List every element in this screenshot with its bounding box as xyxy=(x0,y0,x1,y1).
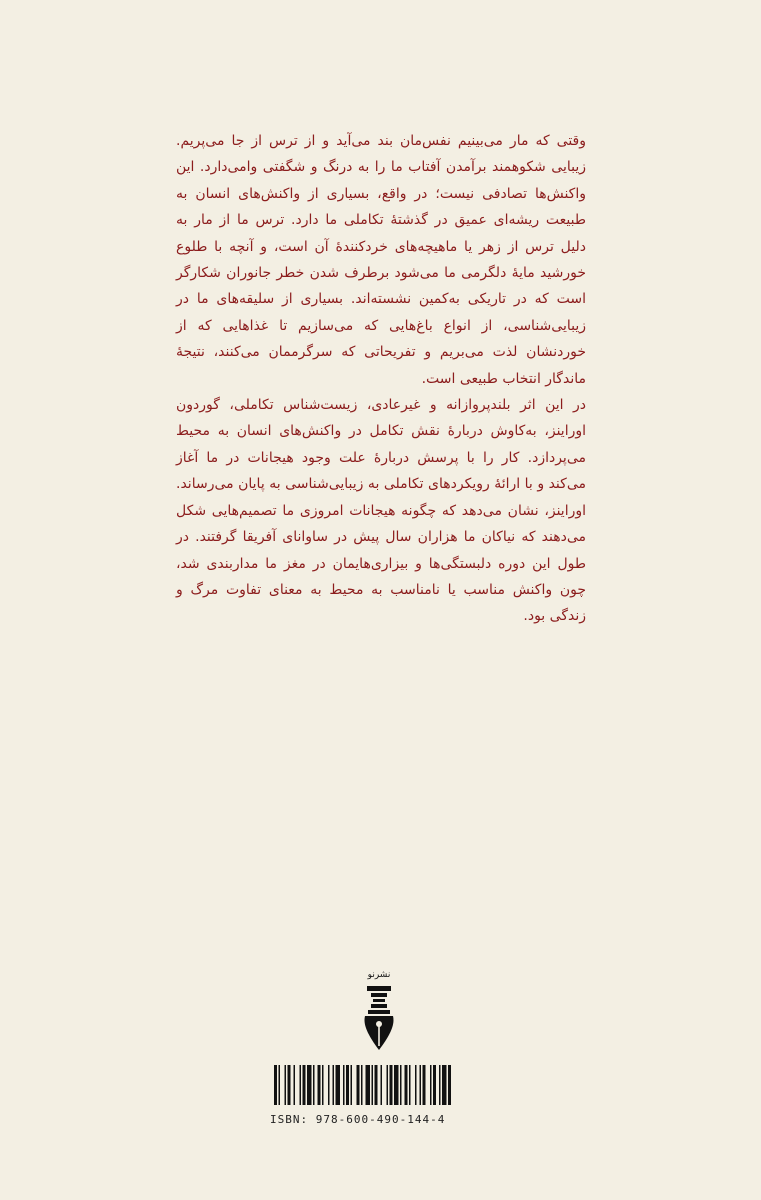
publisher-logo xyxy=(361,970,397,1058)
barcode-bar xyxy=(430,1065,432,1105)
barcode-bar xyxy=(336,1065,341,1105)
barcode-bar xyxy=(372,1065,374,1105)
barcode-bar xyxy=(274,1065,277,1105)
barcode-bar xyxy=(279,1065,281,1105)
barcode-bar xyxy=(294,1065,296,1105)
barcode-bar xyxy=(351,1065,353,1105)
barcode-bar xyxy=(322,1065,324,1105)
barcode-bar xyxy=(366,1065,371,1105)
barcode-bar xyxy=(433,1065,436,1105)
barcode-bar xyxy=(390,1065,393,1105)
isbn-number: ISBN: 978-600-490-144-4 xyxy=(270,1113,446,1126)
barcode-bar xyxy=(381,1065,383,1105)
barcode-bar xyxy=(300,1065,302,1105)
barcode-bar xyxy=(307,1065,312,1105)
barcode-bar xyxy=(420,1065,422,1105)
barcode-bar xyxy=(285,1065,287,1105)
barcode-bar xyxy=(375,1065,378,1105)
blurb-text xyxy=(176,128,586,630)
barcode-bar xyxy=(343,1065,345,1105)
barcode-bar xyxy=(448,1065,451,1105)
publisher-name: نشرنو xyxy=(367,970,391,980)
barcode-bar xyxy=(328,1065,330,1105)
barcode-bar xyxy=(387,1065,389,1105)
blurb-paragraph-1: وقتی که مار می‌بینیم نفس‌مان بند می‌آید و از ترس از جا می‌پریم. زیبایی شکوهمند برآمدن آفتاب ما را به درنگ و شگفتی وامی‌دارد. این واکنش‌ها تصادفی نیست؛ در واقع، بسیاری از واکنش‌های انسان به طبیعت ریشه‌ای عمیق در گذشتهٔ تکاملی ما دارد. ترس ما از مار به دلیل ترس از زهر یا ماهیچه‌های خردکنندهٔ آن است، و آنچه با طلوع خورشید مایهٔ دلگرمی ما می‌شود برطرف شدن خطر جانوران شکارگر است که در تاریکی به‌کمین نشسته‌اند. بسیاری از سلیقه‌های ما در زیبایی‌شناسی، از انواع باغ‌هایی که می‌سازیم تا غذاهایی که از خوردنشان لذت می‌بریم و تفریحاتی که سرگرممان می‌کنند، نتیجهٔ ماندگار انتخاب طبیعی است. xyxy=(176,133,586,387)
barcode-bar xyxy=(318,1065,321,1105)
barcode-bar xyxy=(439,1065,441,1105)
barcode-bar xyxy=(442,1065,447,1105)
barcode-bar xyxy=(394,1065,399,1105)
barcode-bar xyxy=(400,1065,402,1105)
barcode-bar xyxy=(346,1065,349,1105)
barcode-bar xyxy=(313,1065,315,1105)
pen-nib-icon xyxy=(361,984,397,1054)
barcode-bar xyxy=(303,1065,306,1105)
blurb-paragraph-2: در این اثر بلندپروازانه و غیرعادی، زیست‌شناس تکاملی، گوردون اوراینز، به‌کاوش دربارهٔ نقش تکامل در واکنش‌های انسان به محیط می‌پردازد. کار را با پرسش دربارهٔ علت وجود هیجانات در ما آغاز می‌کند و با ارائهٔ رویکردهای تکاملی به زیبایی‌شناسی به پایان می‌رساند. اوراینز، نشان می‌دهد که چگونه هیجانات امروزی ما تصمیم‌هایی شکل می‌دهند که نیاکان ما هزاران سال پیش در ساوانای آفریقا گرفتند. در طول این دوره دلبستگی‌ها و بیزاری‌هایمان در مغز ما مداربندی شد، چون واکنش مناسب یا نامناسب به محیط به معنای تفاوت مرگ و زندگی بود. xyxy=(176,397,586,625)
barcode-bar xyxy=(405,1065,408,1105)
barcode-bar xyxy=(361,1065,363,1105)
barcode-bar xyxy=(333,1065,335,1105)
barcode-bar xyxy=(415,1065,417,1105)
barcode-bar xyxy=(423,1065,426,1105)
barcode-bar xyxy=(409,1065,411,1105)
barcode xyxy=(270,1065,500,1105)
barcode-bar xyxy=(357,1065,360,1105)
barcode-bar xyxy=(288,1065,291,1105)
